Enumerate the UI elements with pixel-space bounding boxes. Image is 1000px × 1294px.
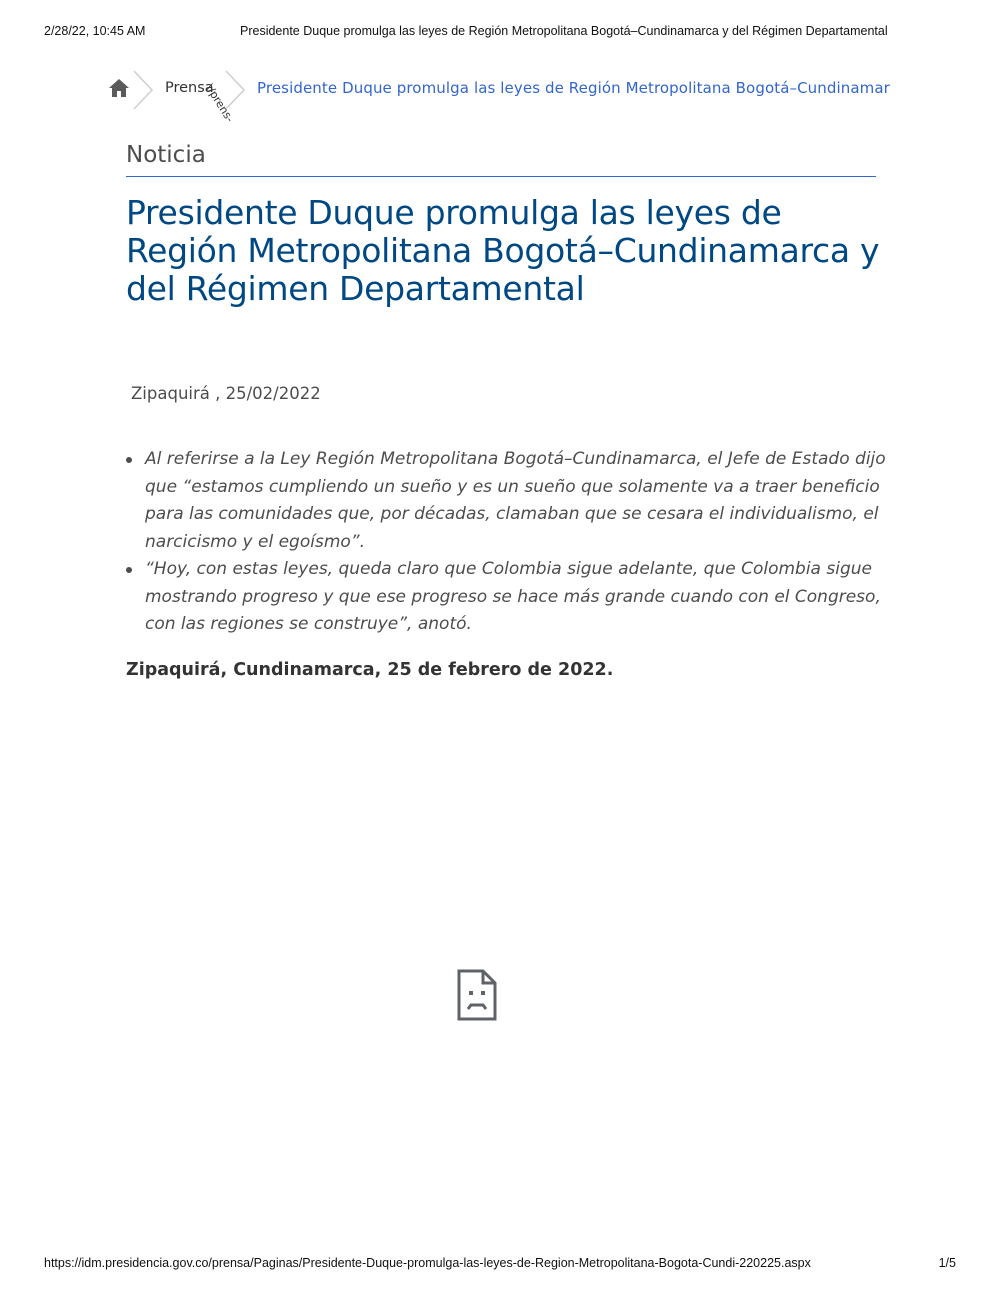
summary-item <box>126 556 886 639</box>
home-icon[interactable] <box>108 78 130 98</box>
print-header <box>44 24 956 42</box>
print-url: https://idm.presidencia.gov.co/prensa/Paginas/Presidente-Duque-promulga-las-leyes-de-Region-Metropolitana-Bogota-Cundi-220225.aspx <box>44 1256 811 1270</box>
chevron-right-icon <box>224 70 246 110</box>
section-label: Noticia <box>126 142 206 168</box>
bullet-icon <box>126 567 132 573</box>
breadcrumb-item-prensa[interactable]: Prensa <box>165 80 214 96</box>
page-number: 1/5 <box>938 1256 956 1270</box>
breadcrumb-item-current[interactable]: Presidente Duque promulga las leyes de Región Metropolitana Bogotá–Cundinamar <box>257 79 890 97</box>
bullet-icon <box>126 457 132 463</box>
print-page-title: Presidente Duque promulga las leyes de Región Metropolitana Bogotá–Cundinamarca y del Régimen Departamental <box>240 24 888 38</box>
article-dateline: Zipaquirá , 25/02/2022 <box>131 384 321 403</box>
print-timestamp: 2/28/22, 10:45 AM <box>44 24 146 38</box>
article-summary <box>126 446 886 639</box>
summary-item <box>126 446 886 556</box>
print-footer <box>44 1256 956 1274</box>
breadcrumb-rotated-fragment: \/prens- <box>202 82 237 125</box>
article-lead: Zipaquirá, Cundinamarca, 25 de febrero de 2022. <box>126 660 614 680</box>
article-headline: Presidente Duque promulga las leyes de Región Metropolitana Bogotá–Cundinamarca y del Régimen Departamental <box>126 193 880 308</box>
summary-item-text: Al referirse a la Ley Región Metropolitana Bogotá–Cundinamarca, el Jefe de Estado dijo que “estamos cumpliendo un sueño y es un sueño que solamente va a traer beneficio para las comunidades que, por décadas, clamaban que se cesara el individualismo, el narcicismo y el egoísmo”. <box>145 449 886 552</box>
chevron-right-icon <box>132 70 154 110</box>
section-divider <box>126 176 876 177</box>
broken-image-icon <box>456 968 498 1022</box>
breadcrumb <box>106 70 906 125</box>
summary-item-text: “Hoy, con estas leyes, queda claro que Colombia sigue adelante, que Colombia sigue mostrando progreso y que ese progreso se hace más grande cuando con el Congreso, con las regiones se construye”, anotó. <box>145 559 881 634</box>
